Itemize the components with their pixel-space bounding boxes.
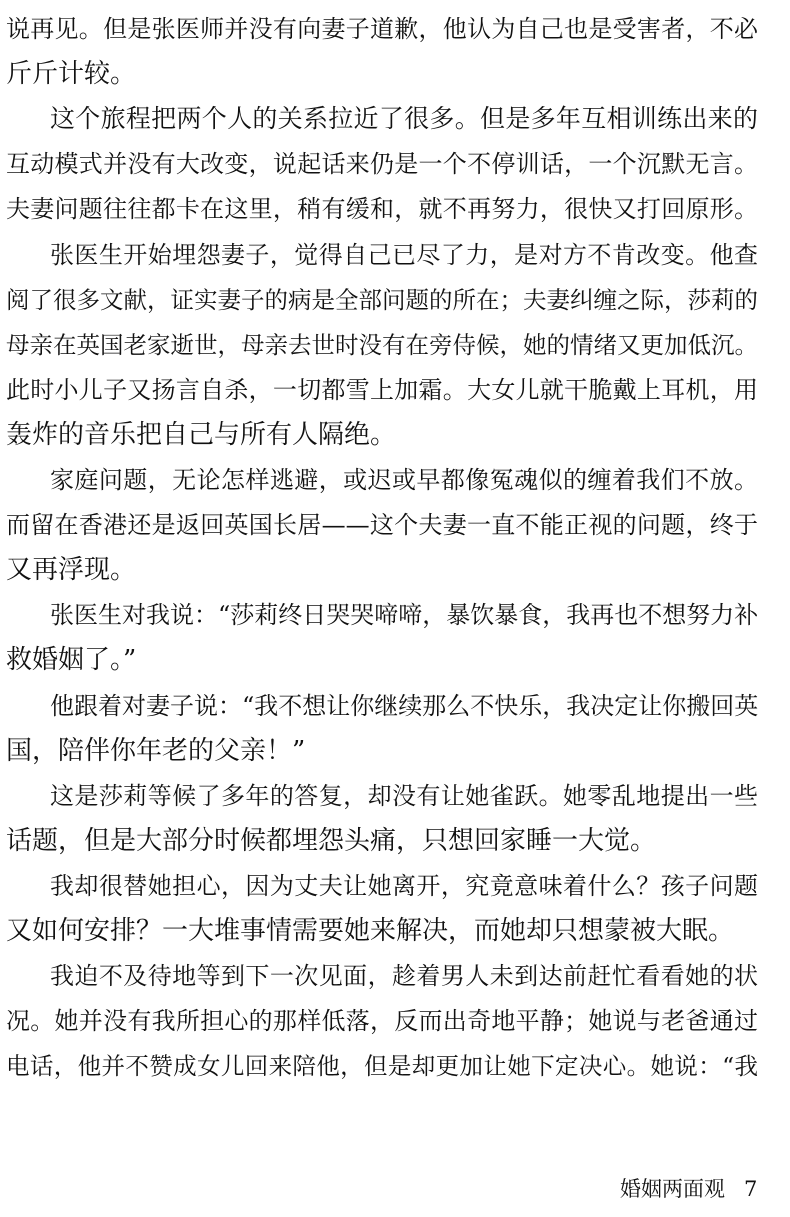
text-line: 轰炸的音乐把自己与所有人隔绝。 [6, 419, 397, 450]
text-line: 说再见。但是张医师并没有向妻子道歉，他认为自己也是受害者，不必 [6, 15, 758, 43]
text-line: 他跟着对妻子说：“我不想让你继续那么不快乐，我决定让你搬回英 [50, 691, 759, 720]
running-footer-title: 婚姻两面观 [620, 1177, 725, 1201]
text-line: 况。她并没有我所担心的那样低落，反而出奇地平静；她说与老爸通过 [6, 1007, 758, 1036]
text-line: 救婚姻了。” [6, 645, 137, 676]
text-line: 电话，他并不赞成女儿回来陪他，但是却更加让她下定决心。她说：“我 [6, 1052, 758, 1081]
text-line: 张医生开始埋怨妻子，觉得自己已尽了力，是对方不肯改变。他查 [50, 240, 758, 269]
text-line: 又再浮现。 [6, 555, 137, 586]
text-line: 这个旅程把两个人的关系拉近了很多。但是多年互相训练出来的 [50, 104, 758, 134]
text-line: 母亲在英国老家逝世，母亲去世时没有在旁侍候，她的情绪又更加低沉。 [6, 330, 758, 359]
text-line: 话题，但是大部分时候都埋怨头痛，只想回家睡一大觉。 [6, 825, 657, 856]
page-number: 7 [744, 1177, 758, 1201]
text-line: 互动模式并没有大改变，说起话来仍是一个不停训话，一个沉默无言。 [6, 150, 758, 179]
text-line: 而留在香港还是返回英国长居——这个夫妻一直不能正视的问题，终于 [6, 511, 758, 540]
text-line: 夫妻问题往往都卡在这里，稍有缓和，就不再努力，很快又打回原形。 [6, 195, 758, 224]
text-line: 斤斤计较。 [6, 59, 137, 90]
text-line: 家庭问题，无论怎样逃避，或迟或早都像冤魂似的缠着我们不放。 [50, 466, 758, 494]
text-line: 我却很替她担心，因为丈夫让她离开，究竟意味着什么？孩子问题 [50, 871, 758, 900]
text-line: 此时小儿子又扬言自杀，一切都雪上加霜。大女儿就干脆戴上耳机，用 [6, 375, 758, 404]
text-line: 阅了很多文献，证实妻子的病是全部问题的所在；夫妻纠缠之际，莎莉的 [6, 285, 758, 314]
text-line: 我迫不及待地等到下一次见面，趁着男人未到达前赶忙看看她的状 [50, 962, 758, 991]
text-line: 这是莎莉等候了多年的答复，却没有让她雀跃。她零乱地提出一些 [50, 781, 758, 810]
text-line: 国，陪伴你年老的父亲！” [6, 735, 306, 766]
text-line: 张医生对我说：“莎莉终日哭哭啼啼，暴饮暴食，我再也不想努力补 [50, 601, 759, 630]
text-line: 又如何安排？一大堆事情需要她来解决，而她却只想蒙被大眠。 [6, 916, 735, 946]
